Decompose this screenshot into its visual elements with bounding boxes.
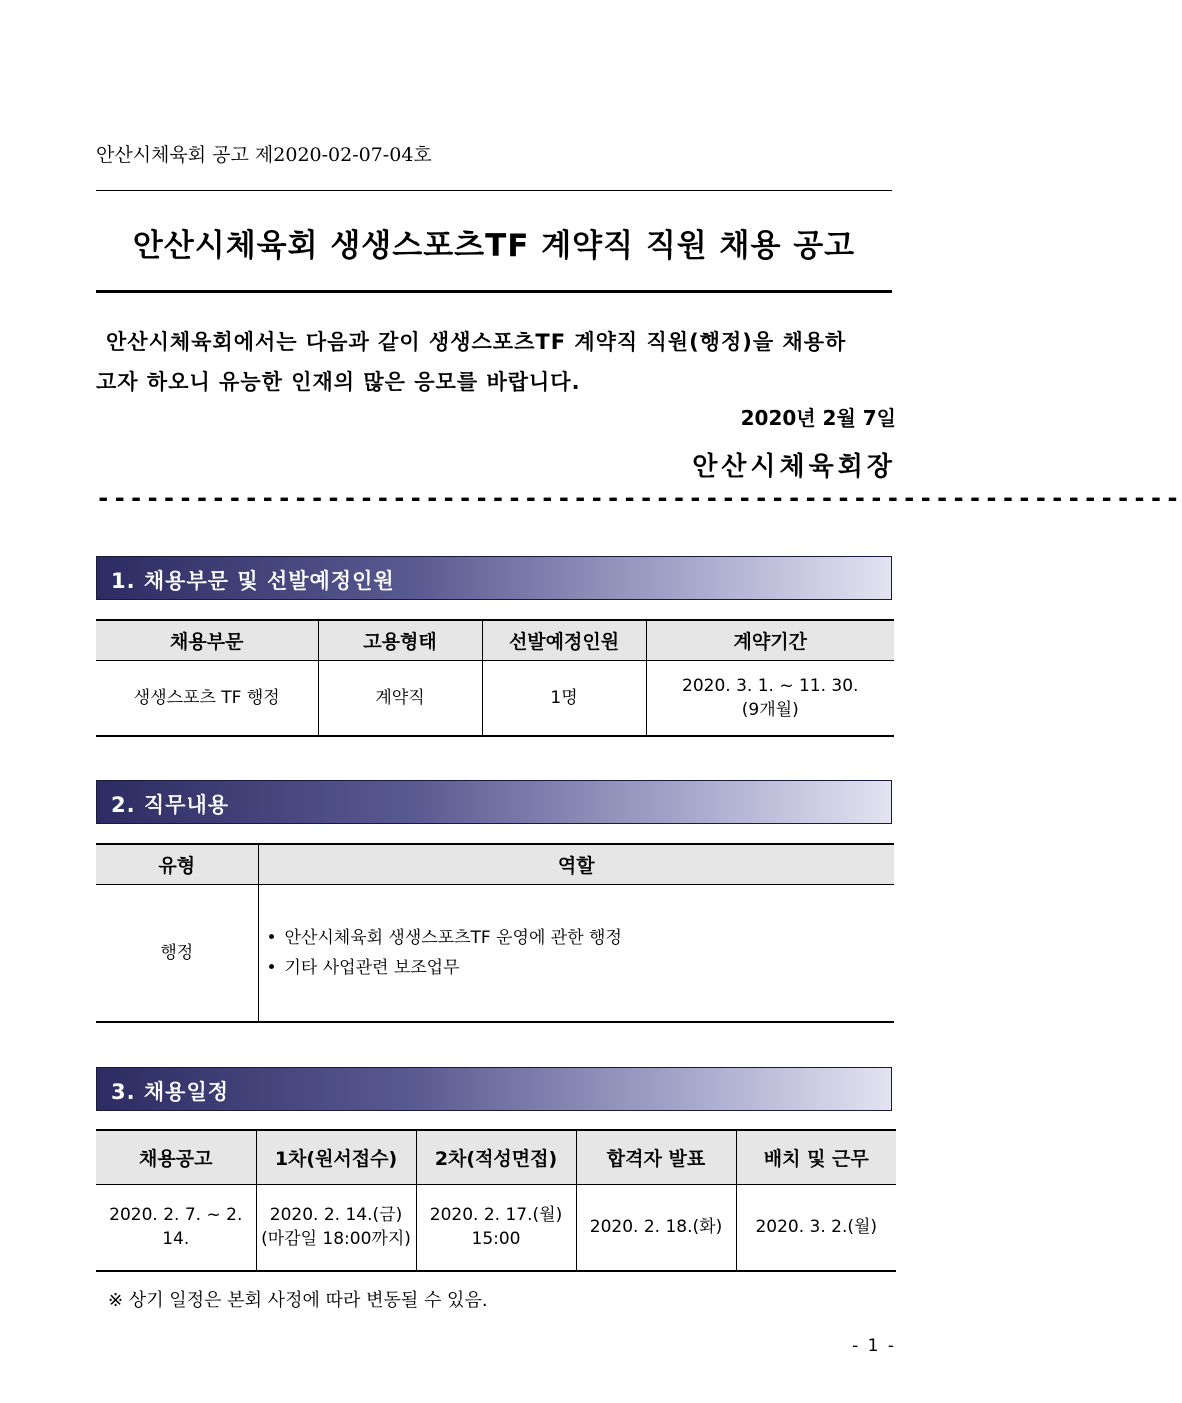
section-3-title: 3. 채용일정 <box>111 1080 230 1104</box>
placement-cell: 2020. 3. 2.(월) <box>736 1184 896 1271</box>
table-header: 유형 <box>96 844 258 884</box>
schedule-note: ※ 상기 일정은 본회 사정에 따라 변동될 수 있음. <box>108 1290 488 1311</box>
section-2-title: 2. 직무내용 <box>111 793 230 817</box>
table-header: 1차(원서접수) <box>256 1130 416 1184</box>
recruitment-table <box>96 619 894 737</box>
notice-number: 안산시체육회 공고 제2020-02-07-04호 <box>96 144 432 166</box>
duty-item: • 기타 사업관련 보조업무 <box>267 953 894 983</box>
period-line-2: (9개월) <box>741 699 799 720</box>
first-round-line-2: (마감일 18:00까지) <box>261 1229 411 1250</box>
page-title: 안산시체육회 생생스포츠TF 계약직 직원 채용 공고 <box>132 228 856 264</box>
count-cell: 1명 <box>482 660 646 736</box>
second-round-line-2: 15:00 <box>471 1229 521 1250</box>
table-header: 역할 <box>258 844 894 884</box>
duty-type-cell: 행정 <box>96 884 258 1022</box>
header-divider <box>96 190 892 191</box>
title-divider <box>96 290 892 293</box>
section-2-header <box>96 780 892 824</box>
field-cell: 생생스포츠 TF 행정 <box>96 660 318 736</box>
duty-item: • 안산시체육회 생생스포츠TF 운영에 관한 행정 <box>267 923 894 953</box>
table-header: 배치 및 근무 <box>736 1130 896 1184</box>
table-header: 채용부문 <box>96 620 318 660</box>
table-header: 선발예정인원 <box>482 620 646 660</box>
page-number: - 1 - <box>852 1336 896 1356</box>
table-header-row <box>96 844 894 884</box>
table-row <box>96 1184 896 1271</box>
result-cell: 2020. 2. 18.(화) <box>576 1184 736 1271</box>
first-round-cell <box>256 1184 416 1271</box>
second-round-line-1: 2020. 2. 17.(월) <box>429 1205 563 1226</box>
first-round-line-1: 2020. 2. 14.(금) <box>269 1205 403 1226</box>
intro-line-1: 안산시체육회에서는 다음과 같이 생생스포츠TF 계약직 직원(행정)을 채용하 <box>106 330 847 354</box>
notice-date: 2020년 2월 7일 <box>740 406 896 430</box>
duties-table <box>96 843 894 1023</box>
intro-line-2: 고자 하오니 유능한 인재의 많은 응모를 바랍니다. <box>96 370 581 394</box>
intro-text <box>96 322 896 402</box>
section-3-header <box>96 1067 892 1111</box>
announce-cell: 2020. 2. 7. ~ 2. 14. <box>96 1184 256 1271</box>
signer: 안산시체육회장 <box>692 452 896 482</box>
period-cell <box>646 660 894 736</box>
schedule-table <box>96 1129 896 1272</box>
table-header: 2차(적성면접) <box>416 1130 576 1184</box>
type-cell: 계약직 <box>318 660 482 736</box>
table-row <box>96 884 894 1022</box>
table-row <box>96 660 894 736</box>
table-header: 합격자 발표 <box>576 1130 736 1184</box>
second-round-cell <box>416 1184 576 1271</box>
table-header: 채용공고 <box>96 1130 256 1184</box>
table-header: 계약기간 <box>646 620 894 660</box>
table-header-row <box>96 620 894 660</box>
table-header: 고용형태 <box>318 620 482 660</box>
section-1-header <box>96 556 892 600</box>
table-header-row <box>96 1130 896 1184</box>
duties-cell <box>258 884 894 1022</box>
period-line-1: 2020. 3. 1. ~ 11. 30. <box>682 675 859 696</box>
section-1-title: 1. 채용부문 및 선발예정인원 <box>111 569 395 593</box>
dashed-divider: ------------------------------------------------------------------ <box>96 484 1182 512</box>
